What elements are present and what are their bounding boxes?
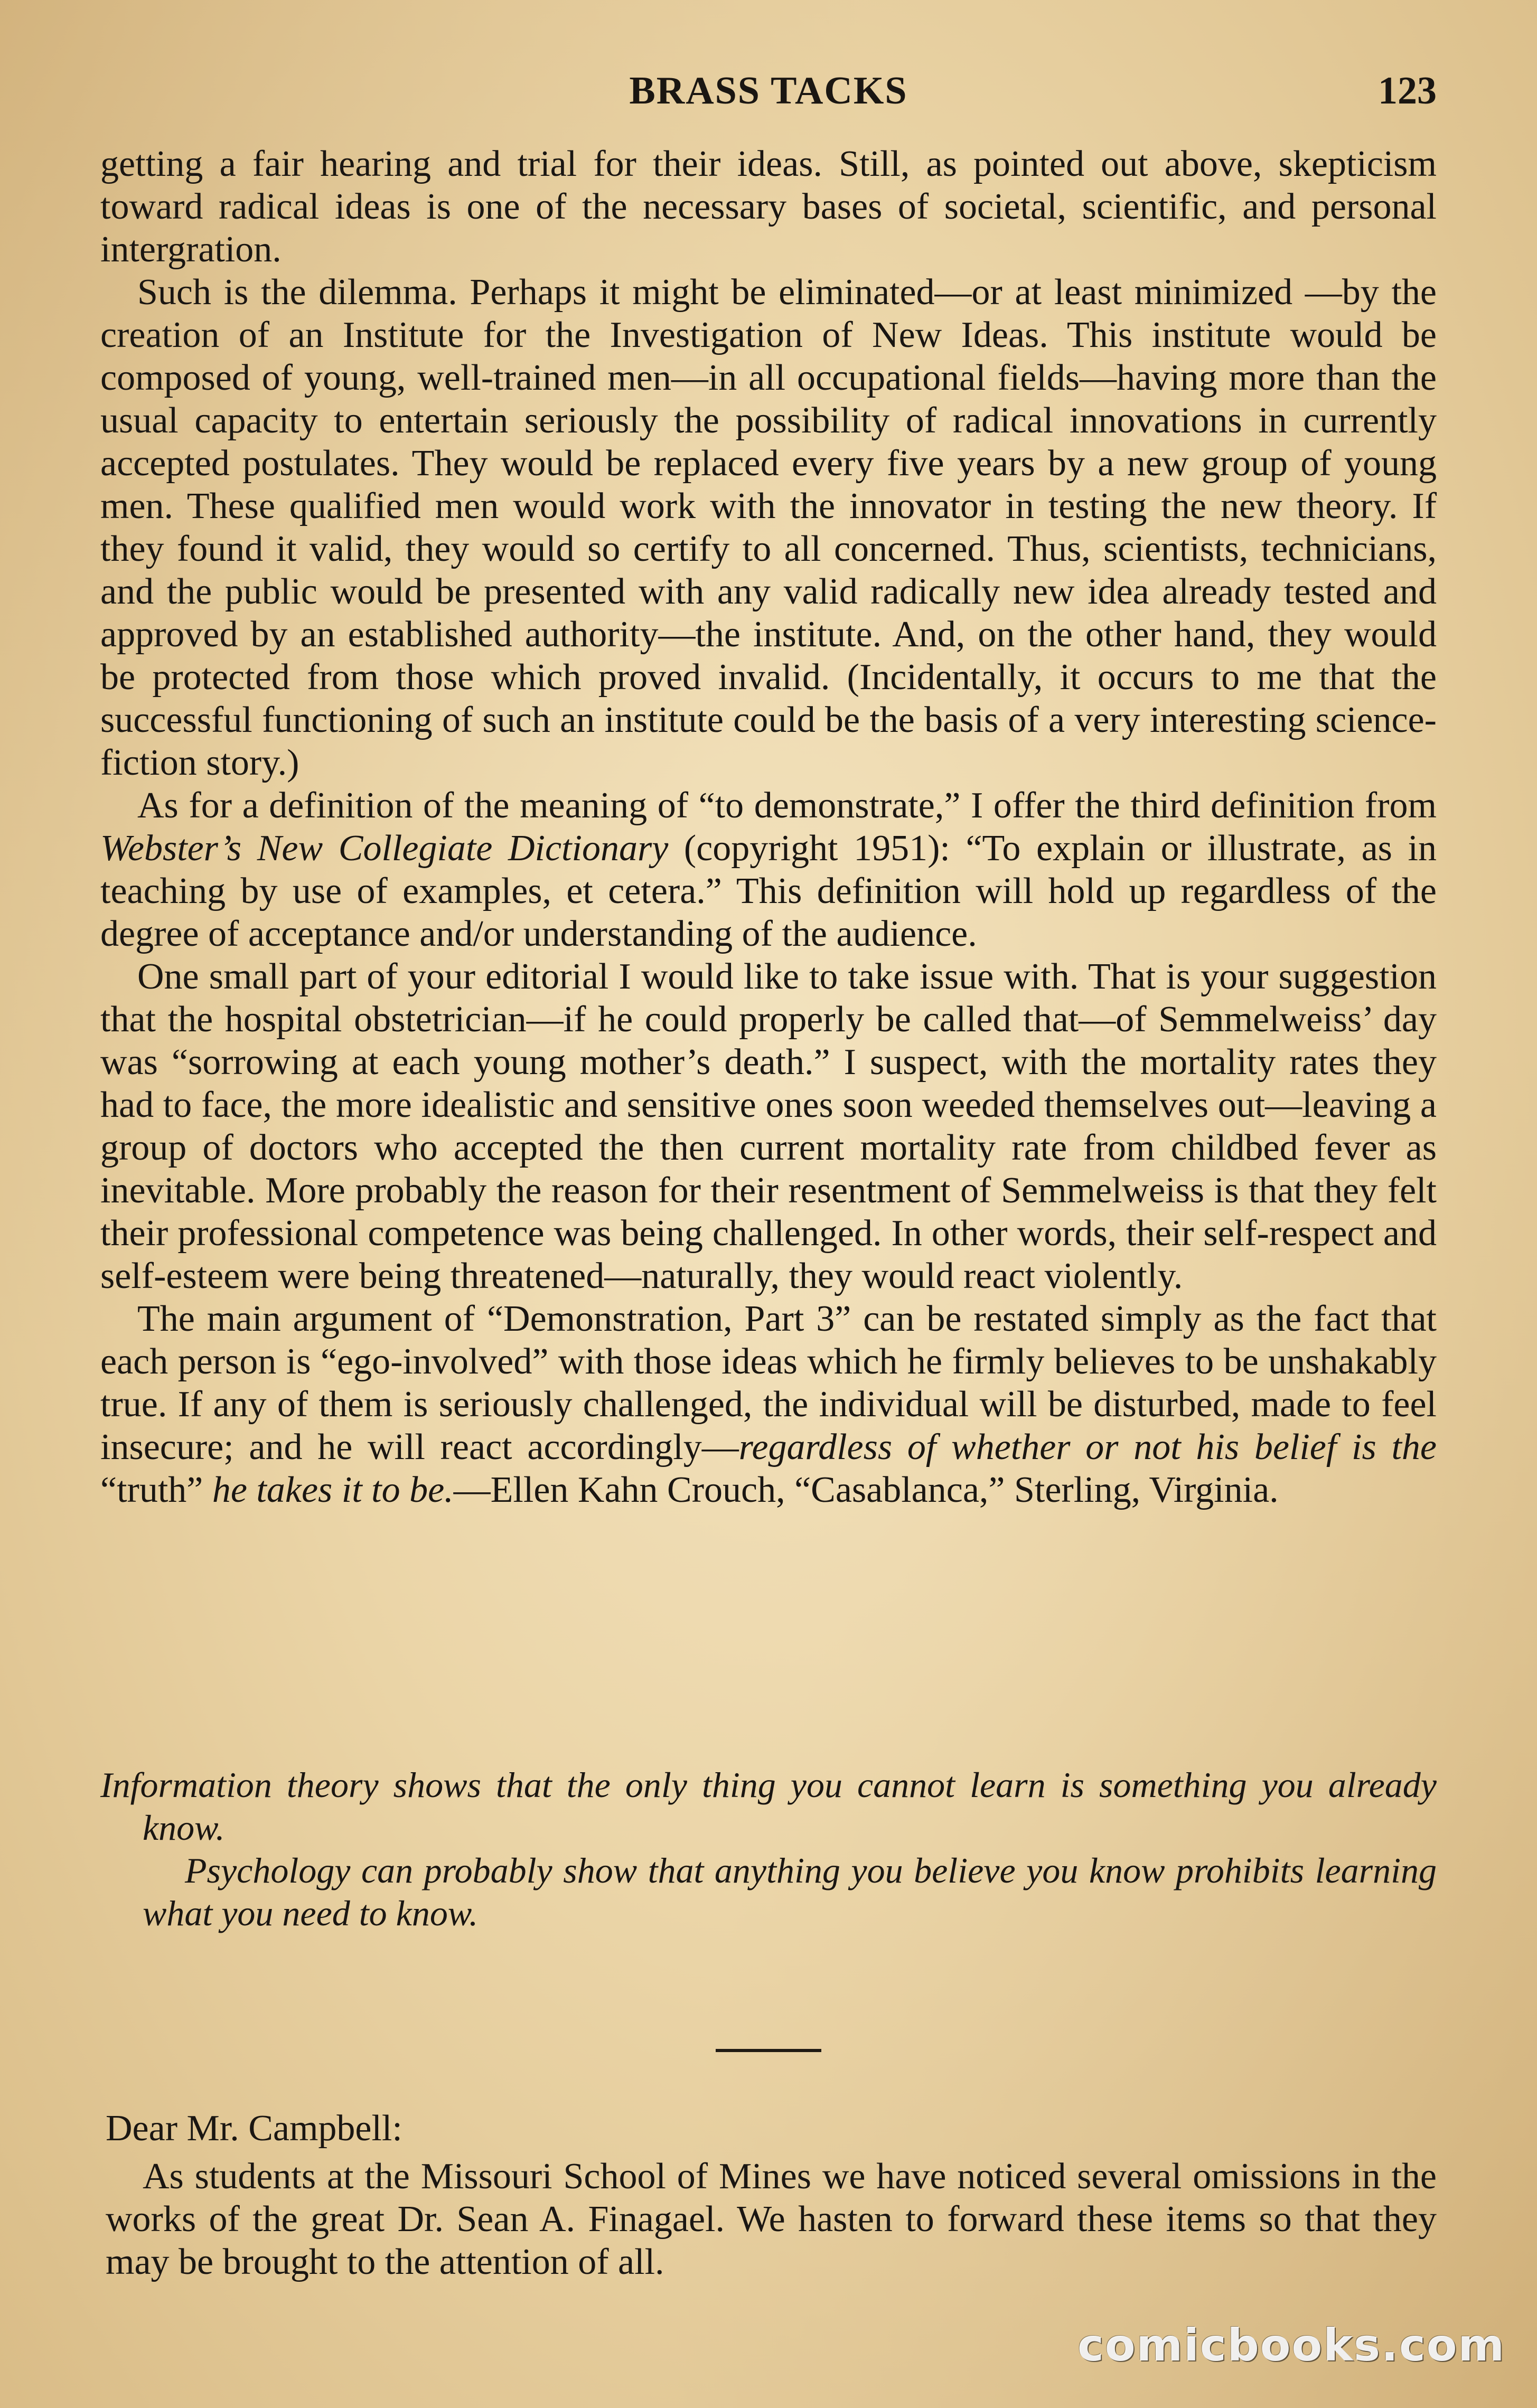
editor-reply-line-2	[100, 1849, 1437, 1935]
paragraph-main-argument	[100, 1297, 1437, 1511]
paragraph-definition-text-b: (copyright 1951): “To explain or illustrate, as in teaching by use of examples, et cetera.” This definition will hold up regardless of the degree of acceptance and/or understanding of the audience.	[100, 828, 1437, 954]
page-number: 123	[1378, 69, 1437, 112]
paragraph-definition	[100, 784, 1437, 955]
letter-body	[100, 143, 1437, 1511]
main-argument-italic-b: he takes it to be.	[203, 1470, 454, 1510]
truth-quote: “truth”	[100, 1470, 203, 1510]
editor-reply-line-2-text: Psychology can probably show that anything you believe you know prohibits learning what you need to know.	[143, 1850, 1437, 1933]
running-head	[100, 69, 1437, 127]
paragraph-definition-text-a: As for a definition of the meaning of “to demonstrate,” I offer the third definition from	[137, 785, 1437, 826]
next-letter-paragraph: As students at the Missouri School of Mines we have noticed several omissions in the works of the great Dr. Sean A. Finagael. We hasten to forward these items so that they may be brought to the attention of all.	[106, 2156, 1437, 2282]
editor-reply-line-1: Information theory shows that the only thing you cannot learn is something you already know.	[100, 1765, 1437, 1848]
running-title: BRASS TACKS	[629, 69, 908, 112]
main-argument-italic-a: regardless of whether or not his belief is the	[738, 1427, 1437, 1468]
salutation: Dear Mr. Campbell:	[106, 2108, 402, 2149]
main-argument-text: The main argument of “Demonstration, Part 3” can be restated simply as the fact that each person is “ego-involved” with those ideas which he firmly believes to be unshakably true. If any of them is seriously challenged, the individual will be disturbed, made to feel insecure; and he will react accordingly—	[100, 1299, 1437, 1468]
section-divider	[716, 2049, 821, 2052]
dictionary-title: Webster’s New Collegiate Dictionary	[100, 828, 669, 869]
letter-signature: —Ellen Kahn Crouch, “Casablanca,” Sterling, Virginia.	[453, 1470, 1279, 1510]
editor-reply	[100, 1764, 1437, 1935]
paragraph-editorial-issue: One small part of your editorial I would like to take issue with. That is your suggestion that the hospital obstetrician—if he could properly be called that—of Semmelweiss’ day was “sorrowing at each young mother’s death.” I suspect, with the mortality rates they had to face, the more idealistic and sensitive ones soon weeded themselves out—leaving a group of doctors who accepted the then current mortality rate from childbed fever as inevitable. More probably the reason for their resentment of Semmelweiss is that they felt their professional competence was being challenged. In other words, their self-respect and self-esteem were being threatened—naturally, they would react violently.	[100, 956, 1437, 1296]
watermark-logo: comicbooks.com	[1077, 2319, 1505, 2371]
paragraph-continued: getting a fair hearing and trial for their ideas. Still, as pointed out above, skepticism toward radical ideas is one of the necessary bases of societal, scientific, and personal intergration.	[100, 144, 1437, 270]
next-letter	[106, 2107, 1437, 2283]
paragraph-institute: Such is the dilemma. Perhaps it might be eliminated—or at least minimized —by the creation of an Institute for the Investigation of New Ideas. This institute would be composed of young, well-trained men—in all occupational fields—having more than the usual capacity to entertain seriously the possibility of radical innovations in currently accepted postulates. They would be replaced every five years by a new group of young men. These qualified men would work with the innovator in testing the new theory. If they found it valid, they would so certify to all concerned. Thus, scientists, technicians, and the public would be presented with any valid radically new idea already tested and approved by an established authority—the institute. And, on the other hand, they would be protected from those which proved invalid. (Incidentally, it occurs to me that the successful functioning of such an institute could be the basis of a very interesting science-fiction story.)	[100, 272, 1437, 783]
